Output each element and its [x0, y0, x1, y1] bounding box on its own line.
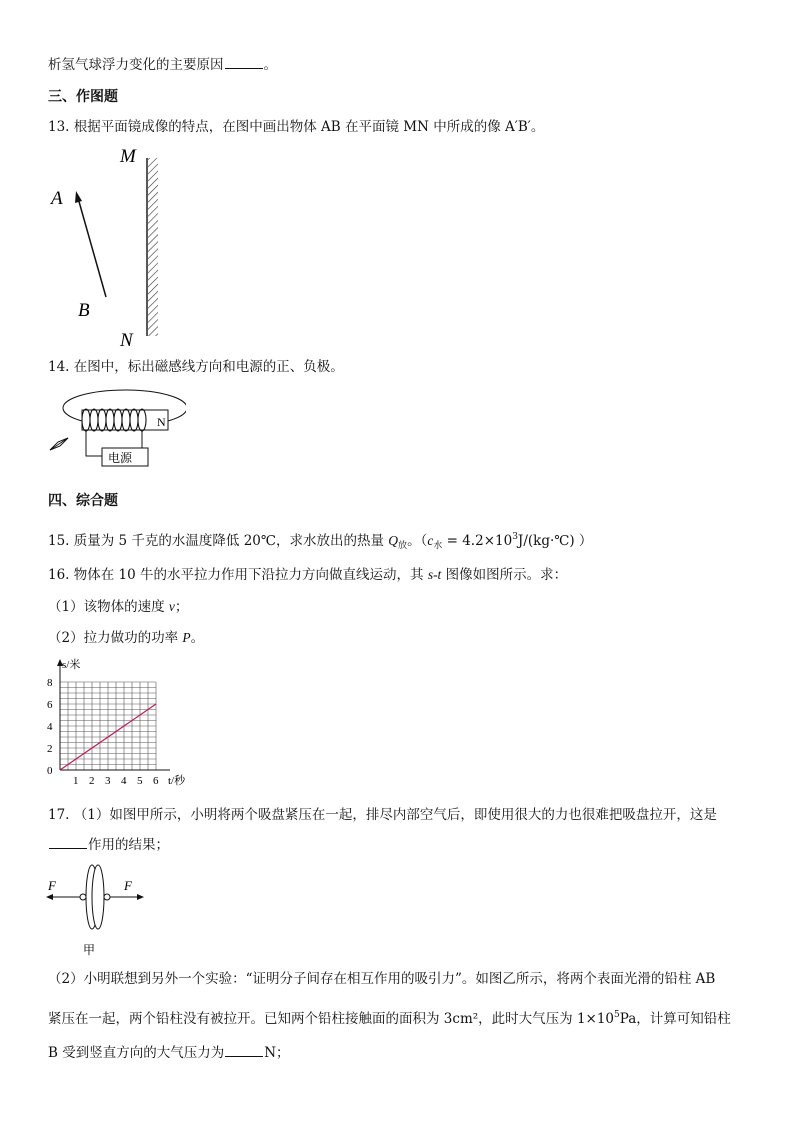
question-15-text: 15. 质量为 5 千克的水温度降低 20℃，求水放出的热量 $Q_放$。（$c_水$ = $4.2\times 10^3J/(kg\cdot℃)$ ） — [48, 532, 593, 551]
x-tick-label: 1 — [73, 775, 79, 787]
x-tick-label: 2 — [89, 775, 95, 787]
question-16-text: 16. 物体在 10 牛的水平拉力作用下沿拉力方向做直线运动，其 s-t 图像如图所示。求： — [48, 567, 568, 583]
question-17-part2-line2: 紧压在一起，两个铅柱没有被拉开。已知两个铅柱接触面的面积为 3cm²，此时大气压为 $1\times 10^5Pa$，计算可知铅柱 — [48, 1010, 731, 1027]
answer-blank — [225, 1044, 263, 1057]
label-N: N — [120, 330, 133, 351]
answer-blank — [225, 56, 263, 69]
question-17-line2: 作用的结果； — [48, 836, 169, 854]
power-source-label: 电源 — [108, 451, 133, 465]
x-tick-label: 6 — [153, 775, 159, 787]
q12-tail: 析氢气球浮力变化的主要原因 。 — [48, 57, 277, 73]
y-axis-label: s/米 — [62, 659, 81, 671]
y-tick-label: 2 — [47, 743, 53, 755]
x-tick-label: 4 — [121, 775, 127, 787]
object-arrow-AB — [78, 198, 106, 297]
figure-caption-jia: 甲 — [83, 943, 96, 957]
y-tick-label: 4 — [47, 721, 53, 733]
y-tick-label: 8 — [47, 677, 53, 689]
compass-needle-icon — [50, 438, 68, 450]
mirror-hatching — [148, 158, 158, 336]
x-axis-label: t/秒 — [168, 775, 186, 787]
question-16-part1: （1）该物体的速度 v； — [48, 599, 189, 615]
question-17-line1: 17. （1）如图甲所示，小明将两个吸盘紧压在一起，排尽内部空气后，即使用很大的力也很难把吸盘拉开，这是 — [48, 807, 717, 823]
pole-label-N: N — [157, 415, 166, 429]
label-B: B — [78, 300, 90, 321]
solenoid-core — [82, 410, 168, 430]
label-A: A — [51, 188, 63, 209]
hook-right — [104, 894, 110, 900]
suction-cup-right — [92, 865, 104, 929]
x-tick-label: 3 — [105, 775, 111, 787]
s-t-graph — [40, 656, 200, 790]
question-17-part2-line3: B 受到竖直方向的大气压力为 N； — [48, 1045, 290, 1061]
wire-left — [86, 431, 102, 456]
arrow-head-left — [46, 894, 53, 900]
mirror-figure — [40, 140, 180, 352]
arrow-head-right — [137, 894, 144, 900]
question-17-part2-line1: （2）小明联想到另外一个实验：“证明分子间存在相互作用的吸引力”。如图乙所示，将两个表面光滑的铅柱 AB — [48, 971, 716, 987]
answer-blank — [49, 836, 87, 849]
y-tick-label: 0 — [47, 765, 53, 777]
suction-cup-figure — [44, 858, 154, 960]
question-14-text: 14. 在图中，标出磁感线方向和电源的正、负极。 — [48, 359, 344, 375]
y-tick-label: 6 — [47, 699, 53, 711]
question-13-text: 13. 根据平面镜成像的特点，在图中画出物体 AB 在平面镜 MN 中所成的像 A′B′。 — [48, 119, 545, 135]
hook-left — [80, 894, 86, 900]
label-M: M — [120, 146, 136, 167]
arrow-head-A — [75, 191, 82, 203]
section-heading-4: 四、综合题 — [48, 493, 118, 509]
force-label-right: F — [124, 878, 132, 893]
section-heading-3: 三、作图题 — [48, 89, 118, 105]
solenoid-figure — [46, 388, 186, 480]
question-16-part2: （2）拉力做功的功率 P。 — [48, 630, 205, 646]
x-tick-label: 5 — [137, 775, 143, 787]
force-label-left: F — [48, 878, 56, 893]
